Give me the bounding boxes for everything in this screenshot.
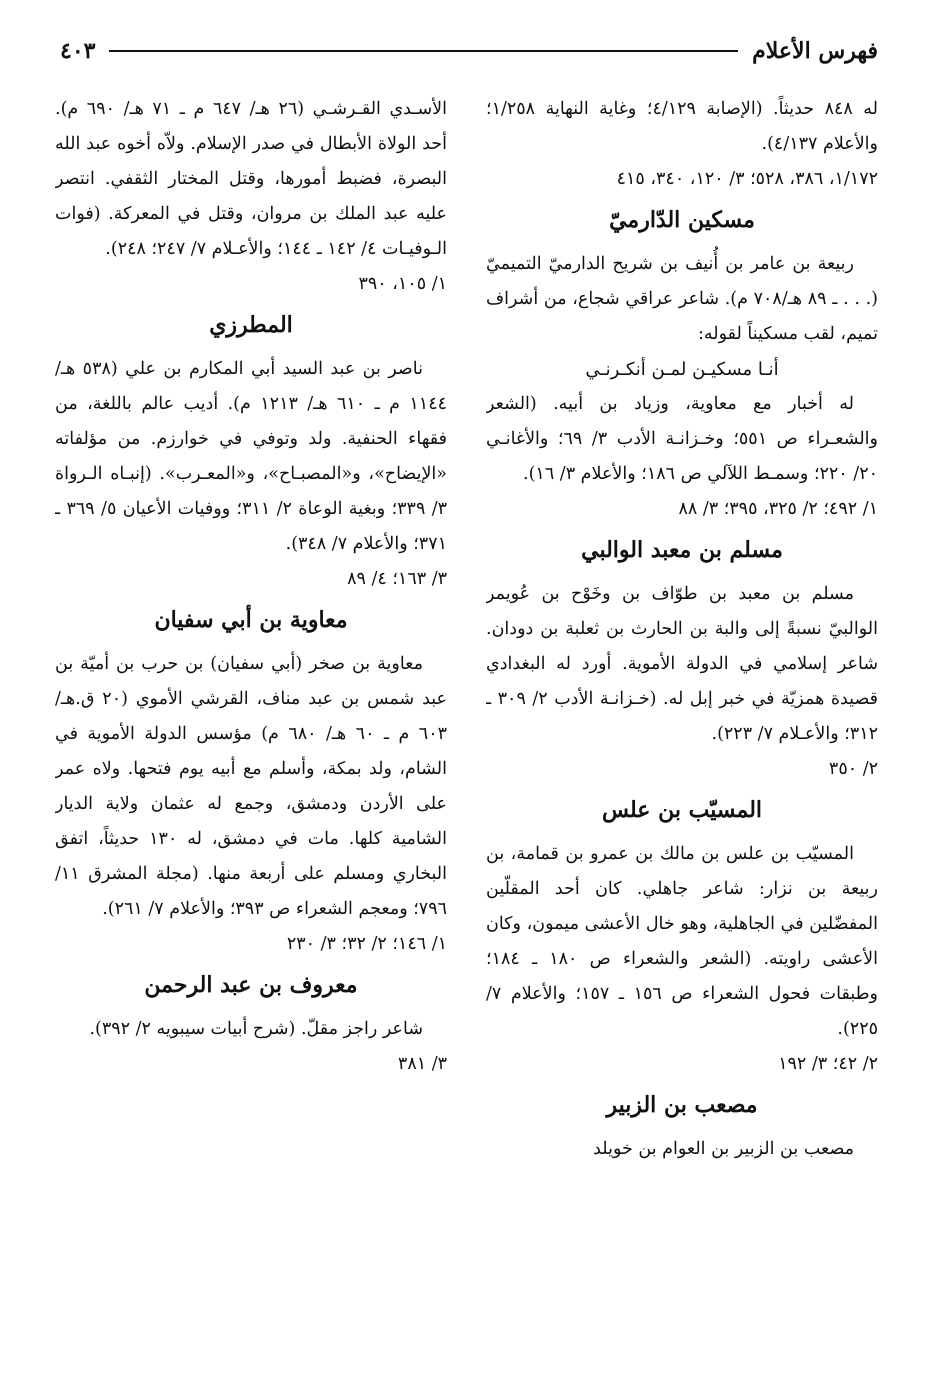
index-entry: [55, 92, 447, 302]
index-entry: [55, 972, 447, 1082]
entry-text: الأسـدي القـرشـي (٢٦ هـ/ ٦٤٧ م ـ ٧١ هـ/ ٦٩٠ م). أحد الولاة الأبطال في صدر الإسلام. ولاّه أخوه عبد الله البصرة، فضبط أمورها، وقتل المختار الثقفي. انتصر عليه عبد الملك بن مروان، وقتل في المعركة. (فوات الـوفيـات ٤/ ١٤٢ ـ ١٤٤؛ والأعـلام ٧/ ٢٤٧؛ ٢٤٨).: [55, 99, 447, 259]
entry-text: شاعر راجز مقلّ. (شرح أبيات سيبويه ٢/ ٣٩٢).: [89, 1019, 423, 1039]
running-title: فهرس الأعلام: [752, 38, 878, 64]
index-entry: [486, 207, 878, 527]
entry-heading: مصعب بن الزبير: [606, 1092, 758, 1118]
index-entry: [486, 92, 878, 197]
index-entry: [486, 1092, 878, 1167]
page-header: [60, 30, 878, 72]
entry-heading: مسلم بن معبد الوالبي: [581, 537, 783, 563]
entry-text: له أخبار مع معاوية، وزياد بن أبيه. (الشعر والشعـراء ص ٥٥١؛ وخـزانـة الأدب ٣/ ٦٩؛ والأغانـي ٢٠/ ٢٢٠؛ وسمـط اللآلي ص ١٨٦؛ والأعلام ٣/ ١٦).: [486, 394, 878, 484]
header-rule: [109, 50, 738, 52]
index-entry: [486, 537, 878, 787]
entry-text: معاوية بن صخر (أبي سفيان) بن حرب بن أميّة بن عبد شمس بن عبد مناف، القرشي الأموي (٢٠ ق.هـ/ ٦٠٣ م ـ ٦٠ هـ/ ٦٨٠ م) مؤسس الدولة الأموية في الشام، ولد بمكة، وأسلم مع أبيه يوم فتحها. ولاه عمر على الأردن ودمشق، وجمع له عثمان ولاية الديار الشامية كلها. مات في دمشق، له ١٣٠ حديثاً، اتفق البخاري ومسلم على أربعة منها. (مجلة المشرق ١١/ ٧٩٦؛ ومعجم الشعراء ص ٣٩٣؛ والأعلام ٧/ ٢٦١).: [55, 654, 447, 919]
entry-text: المسيّب بن علس بن مالك بن عمرو بن قمامة، بن ربيعة بن نزار: شاعر جاهلي. كان أحد المقلّين المفضّلين في الجاهلية، وهو خال الأعشى ميمون، وكان الأعشى راويته. (الشعر والشعراء ص ١٨٠ ـ ١٨٤؛ وطبقات فحول الشعراء ص ١٥٦ ـ ١٥٧؛ والأعلام ٧/ ٢٢٥).: [486, 844, 878, 1039]
entry-text: مصعب بن الزبير بن العوام بن خويلد: [593, 1139, 854, 1159]
entry-page-refs: ٣/ ١٦٣؛ ٤/ ٨٩: [347, 569, 447, 589]
entry-text: له ٨٤٨ حديثاً. (الإصابة ٤/١٢٩؛ وغاية النهاية ١/٢٥٨؛ والأعلام ٤/١٣٧).: [486, 99, 878, 154]
entry-text: مسلم بن معبد بن طوّاف بن وخَوْح بن عُويمر الوالبيّ نسبةً إلى والبة بن الحارث بن ثعلبة بن دودان. شاعر إسلامي في الدولة الأموية. أورد له البغدادي قصيدة همزيّة في خبر إبل له. (خـزانـة الأدب ٢/ ٣٠٩ ـ ٣١٢؛ والأعـلام ٧/ ٢٢٣).: [486, 584, 878, 744]
entry-page-refs: ٢/ ٤٢؛ ٣/ ١٩٢: [778, 1054, 878, 1074]
entry-heading: المسيّب بن علس: [601, 797, 763, 823]
entry-heading: معاوية بن أبي سفيان: [154, 607, 348, 633]
entry-text: ناصر بن عبد السيد أبي المكارم بن علي (٥٣٨ هـ/ ١١٤٤ م ـ ٦١٠ هـ/ ١٢١٣ م). أديب عالم باللغة، من فقهاء الحنفية. ولد وتوفي في خوارزم. من مؤلفاته «الإيضاح»، و«المصبـاح»، و«المعـرب». (إنبـاه الـرواة ٣/ ٣٣٩؛ وبغية الوعاة ٢/ ٣١١؛ ووفيات الأعيان ٥/ ٣٦٩ ـ ٣٧١؛ والأعلام ٧/ ٣٤٨).: [55, 359, 447, 554]
left-column: [55, 92, 447, 1369]
entry-heading: معروف بن عبد الرحمن: [144, 972, 358, 998]
entry-page-refs: ١/١٧٢، ٣٨٦، ٥٢٨؛ ٣/ ١٢٠، ٣٤٠، ٤١٥: [616, 169, 878, 189]
entry-text: أنـا مسكيـن لمـن أنكـرنـي: [585, 359, 779, 380]
index-entry: [55, 312, 447, 597]
entry-page-refs: ١/ ٤٩٢؛ ٢/ ٣٢٥، ٣٩٥؛ ٣/ ٨٨: [678, 499, 878, 519]
entry-text: ربيعة بن عامر بن أُنيف بن شريح الدارميّ التميميّ (. . . ـ ٨٩ هـ/٧٠٨ م). شاعر عراقي شجاع، من أشراف تميم، لقب مسكيناً لقوله:: [486, 254, 878, 344]
index-entry: [55, 607, 447, 962]
entry-page-refs: ٣/ ٣٨١: [397, 1054, 447, 1074]
index-entry: [486, 797, 878, 1082]
entry-page-refs: ١/ ١٠٥، ٣٩٠: [358, 274, 447, 294]
right-column: [486, 92, 878, 1369]
two-column-body: [55, 92, 878, 1369]
entry-heading: مسكين الدّارميّ: [609, 207, 755, 233]
entry-page-refs: ٢/ ٣٥٠: [828, 759, 878, 779]
entry-heading: المطرزي: [209, 312, 293, 338]
entry-page-refs: ١/ ١٤٦؛ ٢/ ٣٢؛ ٣/ ٢٣٠: [286, 934, 447, 954]
page-number: ٤٠٣: [60, 38, 96, 64]
